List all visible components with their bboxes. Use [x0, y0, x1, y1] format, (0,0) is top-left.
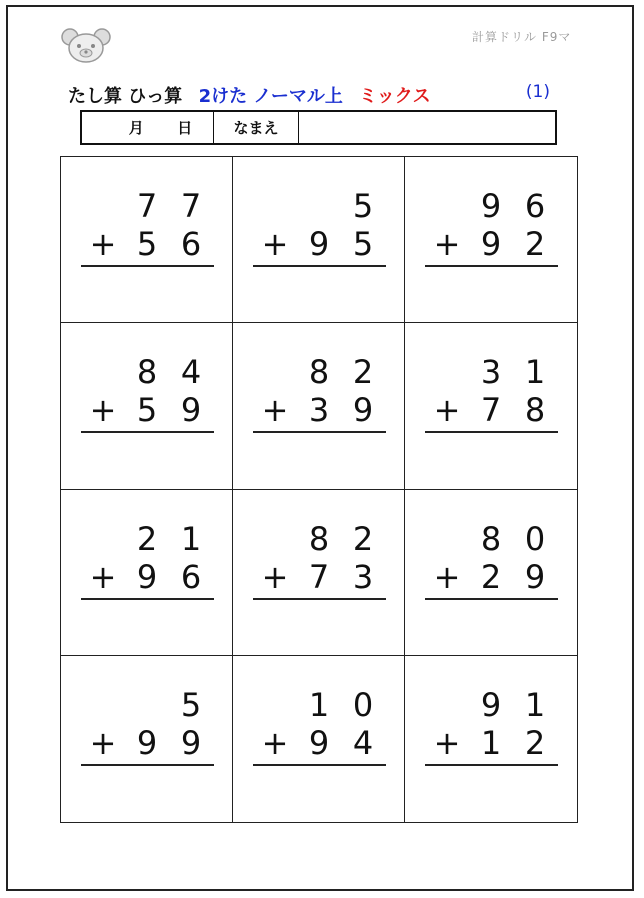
- addend-bottom-row: [253, 724, 386, 762]
- vertical-addition: [81, 520, 214, 600]
- problem-cell[interactable]: [233, 157, 405, 323]
- digit: 8: [480, 519, 502, 558]
- digit: [81, 686, 125, 724]
- vertical-addition: [81, 187, 214, 267]
- digit: 7: [180, 187, 202, 225]
- digit: 5: [352, 225, 374, 263]
- addend-top-row: [253, 686, 386, 724]
- name-label: なまえ: [214, 112, 299, 143]
- vertical-addition: [253, 686, 386, 766]
- date-name-box: [80, 110, 557, 145]
- digit: 6: [180, 557, 202, 596]
- digit: 4: [180, 353, 202, 392]
- addend-bottom-row: [425, 724, 558, 762]
- addend-top-row: [425, 686, 558, 724]
- answer-line: [425, 598, 558, 600]
- addend-top-row: [81, 353, 214, 391]
- plus-sign: +: [89, 225, 117, 263]
- answer-line: [253, 431, 386, 433]
- digit: 3: [480, 353, 502, 392]
- addend-bottom-row: [253, 225, 386, 263]
- addend-top-row: [253, 353, 386, 391]
- plus-sign: +: [433, 225, 461, 263]
- problem-cell[interactable]: [61, 157, 233, 323]
- digit: 3: [352, 557, 374, 596]
- addend-top-row: [253, 520, 386, 558]
- digit: 6: [524, 187, 546, 225]
- digit: 9: [524, 557, 546, 596]
- answer-line: [81, 265, 214, 267]
- problem-cell[interactable]: [405, 490, 577, 656]
- sheet-number: (1): [525, 82, 550, 102]
- digit: 9: [180, 391, 202, 430]
- name-field[interactable]: [299, 112, 555, 143]
- plus-sign: +: [261, 391, 289, 430]
- digit: 9: [352, 391, 374, 430]
- digit: [81, 520, 125, 558]
- digit: 2: [352, 353, 374, 392]
- digit: 8: [308, 353, 330, 392]
- answer-line: [253, 764, 386, 766]
- digit: 1: [180, 519, 202, 558]
- digit: 5: [180, 685, 202, 724]
- digit: [81, 353, 125, 391]
- addend-bottom-row: [81, 724, 214, 762]
- answer-line: [253, 265, 386, 267]
- problem-cell[interactable]: [233, 323, 405, 489]
- digit: [425, 353, 469, 391]
- plus-sign: +: [89, 391, 117, 430]
- digit: 9: [136, 723, 158, 762]
- problem-cell[interactable]: [405, 656, 577, 822]
- digit: 9: [480, 187, 502, 225]
- digit: 9: [308, 723, 330, 762]
- addend-bottom-row: [81, 391, 214, 429]
- plus-sign: +: [433, 391, 461, 430]
- answer-line: [81, 431, 214, 433]
- addend-top-row: [425, 353, 558, 391]
- digit: 1: [480, 723, 502, 762]
- digit: 4: [352, 723, 374, 762]
- vertical-addition: [253, 353, 386, 433]
- problem-grid: [60, 156, 578, 823]
- vertical-addition: [425, 353, 558, 433]
- digit: 5: [136, 225, 158, 263]
- digit: 1: [524, 353, 546, 392]
- addend-top-row: [425, 520, 558, 558]
- digit: 8: [524, 391, 546, 430]
- addend-top-row: [253, 187, 386, 225]
- answer-line: [81, 764, 214, 766]
- answer-line: [425, 431, 558, 433]
- worksheet-title: [68, 82, 560, 108]
- plus-sign: +: [261, 225, 289, 263]
- answer-line: [253, 598, 386, 600]
- digit: 9: [480, 225, 502, 263]
- addend-bottom-row: [81, 558, 214, 596]
- addend-bottom-row: [253, 558, 386, 596]
- digit: 1: [308, 685, 330, 724]
- plus-sign: +: [261, 723, 289, 762]
- answer-line: [425, 764, 558, 766]
- addend-bottom-row: [81, 225, 214, 263]
- addend-top-row: [81, 187, 214, 225]
- vertical-addition: [253, 520, 386, 600]
- brand-label: 計算ドリル F9マ: [472, 30, 572, 44]
- addend-top-row: [425, 187, 558, 225]
- plus-sign: +: [89, 723, 117, 762]
- plus-sign: +: [89, 557, 117, 596]
- digit: 6: [180, 225, 202, 263]
- digit: [253, 686, 297, 724]
- digit: 9: [136, 557, 158, 596]
- digit: 1: [524, 685, 546, 724]
- vertical-addition: [425, 686, 558, 766]
- digit: [297, 187, 341, 225]
- problem-cell[interactable]: [405, 157, 577, 323]
- digit: 2: [524, 225, 546, 263]
- digit: [425, 686, 469, 724]
- digit: [425, 187, 469, 225]
- digit: 8: [308, 519, 330, 558]
- plus-sign: +: [433, 723, 461, 762]
- vertical-addition: [81, 353, 214, 433]
- digit: 0: [352, 685, 374, 724]
- problem-cell[interactable]: [61, 323, 233, 489]
- problem-cell[interactable]: [61, 490, 233, 656]
- digit: 5: [136, 391, 158, 430]
- digit: [125, 686, 169, 724]
- vertical-addition: [253, 187, 386, 267]
- vertical-addition: [425, 187, 558, 267]
- addend-bottom-row: [425, 391, 558, 429]
- digit: [253, 520, 297, 558]
- vertical-addition: [425, 520, 558, 600]
- digit: 2: [480, 557, 502, 596]
- digit: 7: [308, 557, 330, 596]
- digit: 0: [524, 519, 546, 558]
- digit: 9: [480, 685, 502, 724]
- plus-sign: +: [261, 557, 289, 596]
- digit: 2: [524, 723, 546, 762]
- addend-bottom-row: [253, 391, 386, 429]
- addend-bottom-row: [425, 558, 558, 596]
- digit: 2: [136, 519, 158, 558]
- addend-top-row: [81, 686, 214, 724]
- digit: 5: [352, 187, 374, 225]
- digit: 9: [180, 723, 202, 762]
- problem-cell[interactable]: [233, 656, 405, 822]
- digit: 3: [308, 391, 330, 430]
- problem-cell[interactable]: [61, 656, 233, 822]
- digit: [253, 187, 297, 225]
- date-cell[interactable]: [82, 112, 214, 143]
- plus-sign: +: [433, 557, 461, 596]
- title-mode: ミックス: [359, 86, 431, 107]
- title-operation: たし算 ひっ算: [68, 86, 183, 107]
- digit: 2: [352, 519, 374, 558]
- month-label: 月: [128, 119, 144, 137]
- digit: 7: [136, 187, 158, 225]
- problem-cell[interactable]: [233, 490, 405, 656]
- title-level: 2けた ノーマル上: [198, 86, 343, 107]
- digit: 7: [480, 391, 502, 430]
- digit: [425, 520, 469, 558]
- day-label: 日: [177, 119, 193, 137]
- digit: 8: [136, 353, 158, 392]
- addend-bottom-row: [425, 225, 558, 263]
- addend-top-row: [81, 520, 214, 558]
- digit: [81, 187, 125, 225]
- answer-line: [425, 265, 558, 267]
- answer-line: [81, 598, 214, 600]
- digit: [253, 353, 297, 391]
- digit: 9: [308, 225, 330, 263]
- bear-face-icon: [60, 28, 112, 64]
- problem-cell[interactable]: [405, 323, 577, 489]
- vertical-addition: [81, 686, 214, 766]
